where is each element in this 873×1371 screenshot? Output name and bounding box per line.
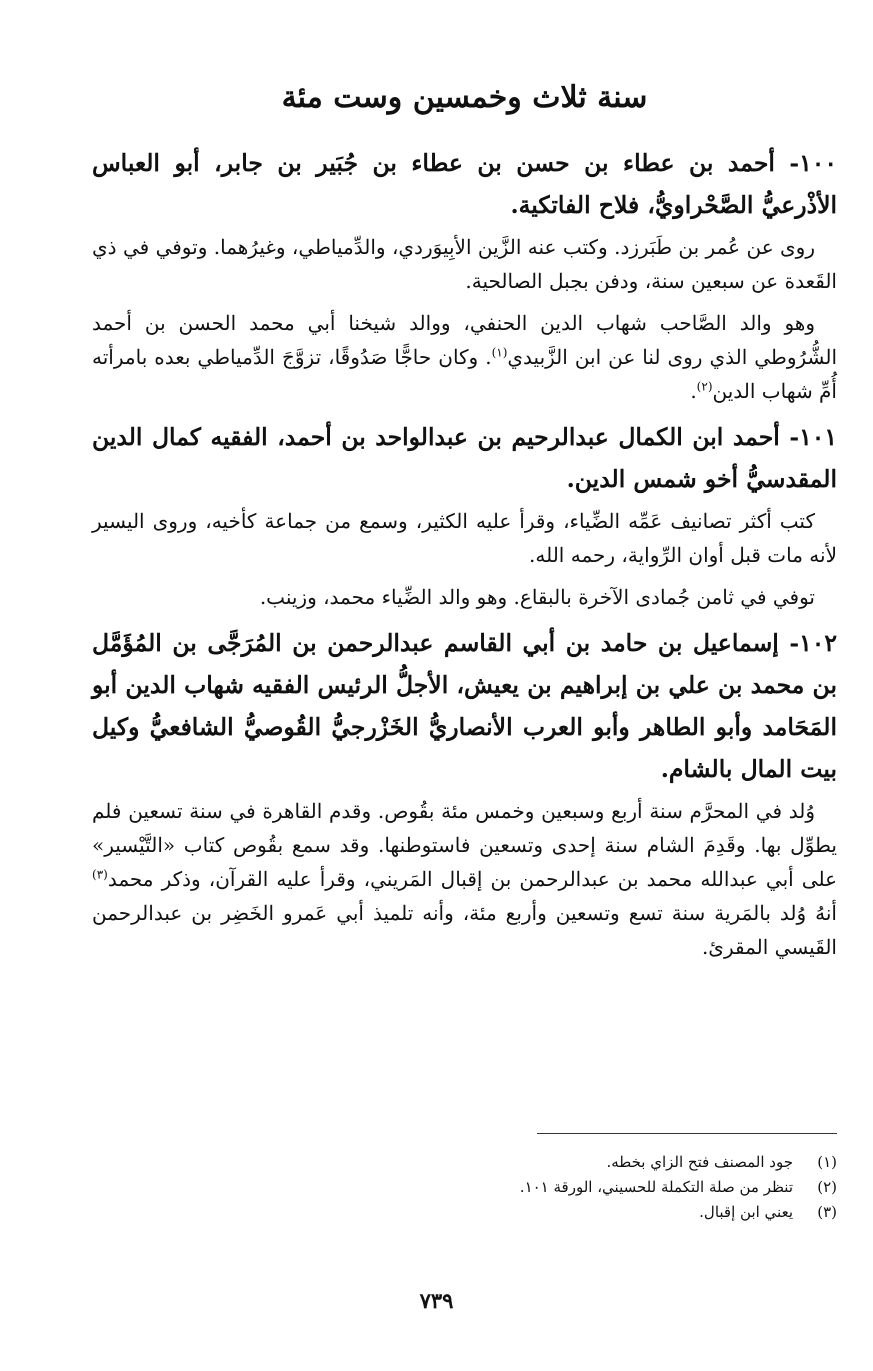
entry-101 [92, 416, 837, 614]
entry-paragraph: توفي في ثامن جُمادى الآخرة بالبقاع. وهو والد الضِّياء محمد، وزينب. [259, 585, 815, 609]
paragraph-text: . [690, 379, 697, 403]
entry-paragraph [92, 794, 837, 964]
footnote-text: جود المصنف فتح الزاي بخطه. [606, 1153, 793, 1171]
footnote-3 [92, 1200, 837, 1225]
paragraph-text: أنهُ وُلد بالمَرية سنة تسع وتسعين وأربع مئة، وأنه تلميذ أبي عَمرو الخَضِر بن عبدالرحمن القَيسي المقرئ. [92, 901, 837, 959]
paragraph-text: وهو والد الصَّاحب شهاب الدين الحنفي، ووالد شيخنا أبي محمد الحسن بن أحمد الشُّرُوطي الذي روى لنا عن ابن الزَّبيدي [92, 311, 837, 369]
entry-heading: ١٠٢- إسماعيل بن حامد بن أبي القاسم عبدالرحمن بن المُرَجَّى بن المُؤَمَّل بن محمد بن علي بن إبراهيم بن يعيش، الأجلُّ الرئيس الفقيه شهاب الدين أبو المَحَامد وأبو الطاهر وأبو العرب الأنصاريُّ الخَزْرجيُّ القُوصيُّ الشافعيُّ وكيل بيت المال بالشام. [92, 629, 837, 783]
entry-100 [92, 142, 837, 408]
footnote-1 [92, 1150, 837, 1175]
chapter-title: سنة ثلاث وخمسين وست مئة [281, 80, 648, 115]
entry-102 [92, 622, 837, 964]
footnote-divider [537, 1133, 837, 1134]
footnote-text: تنظر من صلة التكملة للحسيني، الورقة ١٠١. [519, 1178, 793, 1196]
footnote-number: (٣) [817, 1203, 837, 1221]
footnote-marker: (٢) [696, 379, 713, 394]
footnotes [92, 1150, 837, 1225]
footnote-number: (١) [817, 1153, 837, 1171]
footnote-text: يعني ابن إقبال. [699, 1203, 793, 1221]
footnote-marker: (١) [491, 345, 508, 360]
paragraph-text: وُلد في المحرَّم سنة أربع وسبعين وخمس مئة بقُوص. وقدم القاهرة في سنة تسعين فلم يطوِّل بها. وقَدِمَ الشام سنة إحدى وتسعين فاستوطنها. وقد سمع بقُوص كتاب «التَّيْسير» على أبي عبدالله محمد بن عبدالرحمن بن إقبال المَريني، وقرأ عليه القرآن، وذكر محمد [92, 799, 838, 891]
entry-paragraph [92, 306, 837, 408]
footnote-2 [92, 1175, 837, 1200]
paragraph-text: . وكان حاجًّا صَدُوقًا، تزوَّجَ الدِّمياطي بعده بامرأته أُمِّ شهاب الدين [92, 345, 837, 403]
entry-heading: ١٠١- أحمد ابن الكمال عبدالرحيم بن عبدالواحد بن أحمد، الفقيه كمال الدين المقدسيُّ أخو شمس الدين. [92, 423, 837, 493]
footnote-marker: (٣) [92, 867, 108, 882]
footnote-number: (٢) [817, 1178, 837, 1196]
page-number: ٧٣٩ [419, 1288, 454, 1313]
entry-heading: ١٠٠- أحمد بن عطاء بن حسن بن عطاء بن جُبَير بن جابر، أبو العباس الأذْرعيُّ الصَّحْراويُّ، فلاح الفاتكية. [92, 149, 837, 219]
entry-paragraph: كتب أكثر تصانيف عَمِّه الضِّياء، وقرأ عليه الكثير، وسمع من جماعة كأخيه، وروى اليسير لأنه مات قبل أوان الرِّواية، رحمه الله. [92, 509, 837, 567]
entry-paragraph: روى عن عُمر بن طَبَرزد. وكتب عنه الزَّين الأبِيوَردي، والدِّمياطي، وغيرُهما. وتوفي في ذي القَعدة عن سبعين سنة، ودفن بجبل الصالحية. [92, 235, 837, 293]
